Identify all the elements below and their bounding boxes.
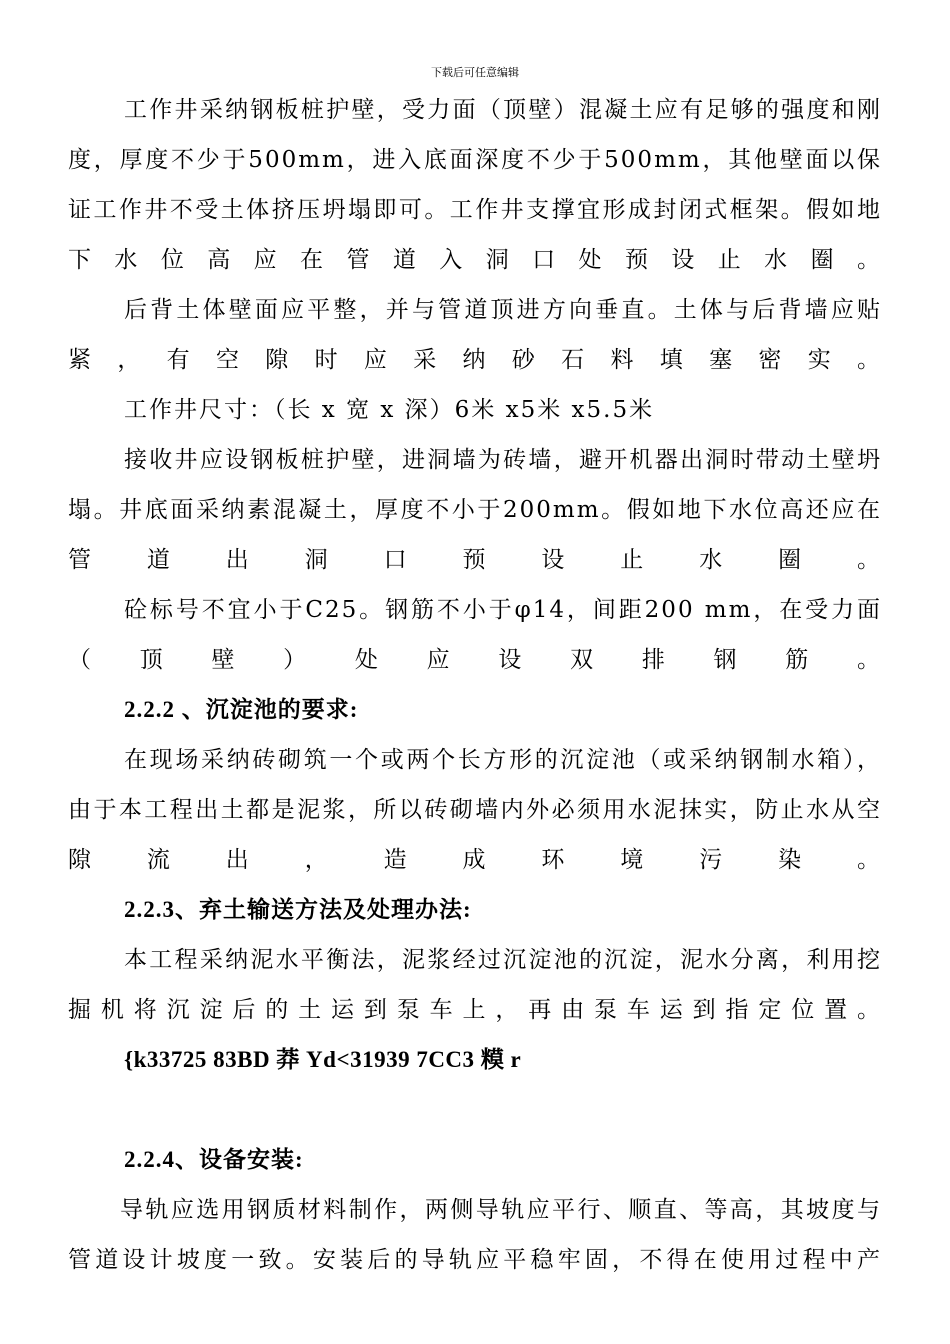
page-header: 下载后可任意编辑	[431, 66, 519, 79]
paragraph-shaft-size: 工作井尺寸：（长 x 宽 x 深）6米 x5米 x5.5米	[124, 397, 655, 423]
paragraph-guide-rail: 导轨应选用钢质材料制作，两侧导轨应平行、顺直、等高，其坡度与管道设计坡度一致。安装后的导轨应平稳牢固，不得在使用过程中产	[68, 1197, 882, 1273]
document-body	[68, 85, 882, 1285]
paragraph-work-shaft: 工作井采纳钢板桩护壁，受力面（顶壁）混凝土应有足够的强度和刚度，厚度不少于500mm，进入底面深度不少于500mm，其他壁面以保证工作井不受土体挤压坍塌即可。工作井支撑宜形成封闭式框架。假如地下水位高应在管道入洞口处预设止水圈。	[68, 97, 882, 273]
garbled-text-line: {k33725 83BD 莽 Yd<31939 7CC3 糢 r	[124, 1047, 522, 1072]
paragraph-sedimentation-tank: 在现场采纳砖砌筑一个或两个长方形的沉淀池（或采纳钢制水箱），由于本工程出土都是泥浆，所以砖砌墙内外必须用水泥抹实，防止水从空隙流出，造成环境污染。	[68, 747, 882, 873]
paragraph-receiving-shaft: 接收井应设钢板桩护壁，进洞墙为砖墙，避开机器出洞时带动土壁坍塌。井底面采纳素混凝土，厚度不小于200mm。假如地下水位高还应在管道出洞口预设止水圈。	[68, 447, 882, 573]
blank-line	[68, 1085, 882, 1135]
section-heading-equipment-installation: 2.2.4、设备安装:	[124, 1147, 304, 1172]
paragraph-concrete-grade: 砼标号不宜小于C25。钢筋不小于φ14，间距200 mm，在受力面（顶壁）处应设双排钢筋。	[68, 597, 882, 673]
paragraph-spoil-transport: 本工程采纳泥水平衡法，泥浆经过沉淀池的沉淀，泥水分离，利用挖掘机将沉淀后的土运到泵车上，再由泵车运到指定位置。	[68, 947, 882, 1023]
section-heading-spoil-transport: 2.2.3、弃土输送方法及处理办法:	[124, 897, 472, 922]
paragraph-back-wall: 后背土体壁面应平整，并与管道顶进方向垂直。土体与后背墙应贴紧，有空隙时应采纳砂石料填塞密实。	[68, 297, 882, 373]
section-heading-sedimentation-tank: 2.2.2 、沉淀池的要求:	[124, 697, 359, 722]
